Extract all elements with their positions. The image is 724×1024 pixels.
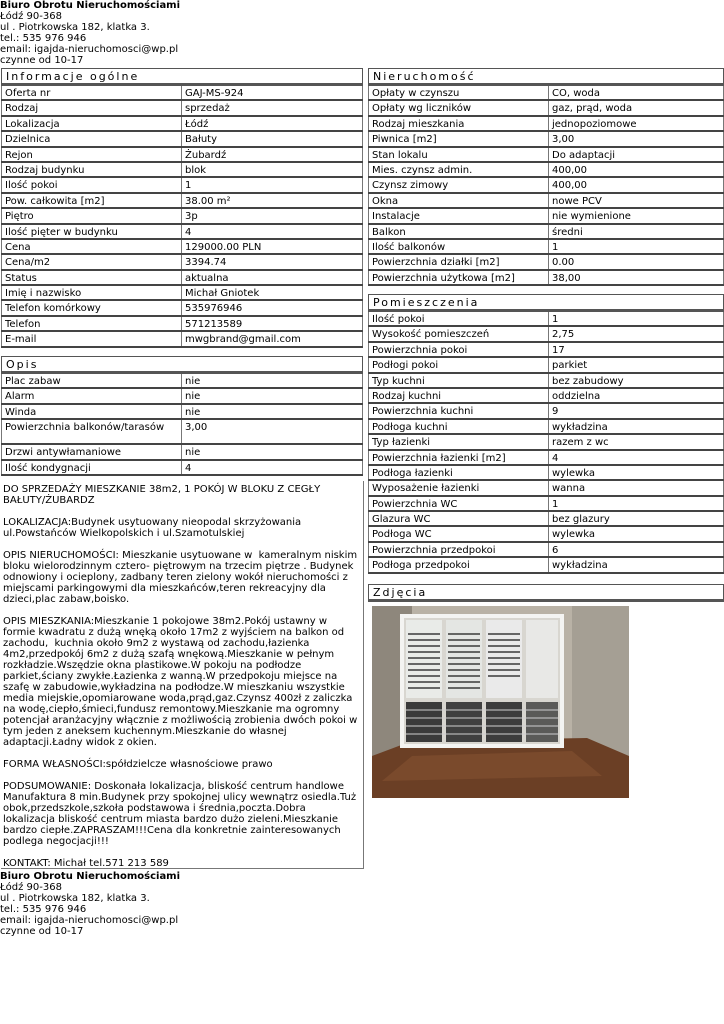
row-label: Pow. całkowita [m2] <box>1 194 182 207</box>
agency-header-top <box>0 0 300 66</box>
room-image <box>372 606 629 798</box>
row-label: Piwnica [m2] <box>368 132 549 145</box>
row-label: Powierzchnia pokoi <box>368 343 549 356</box>
row-value: razem z wc <box>549 435 724 448</box>
agency-phone: tel.: 535 976 946 <box>0 904 87 915</box>
row-label: Wyposażenie łazienki <box>368 481 549 494</box>
table-row <box>1 389 363 404</box>
agency-hours: czynne od 10-17 <box>0 926 84 937</box>
row-label: Imię i nazwisko <box>1 286 182 299</box>
row-label: Ilość pokoi <box>368 312 549 325</box>
row-value: parkiet <box>549 358 724 371</box>
row-label: Piętro <box>1 209 182 222</box>
agency-email: email: igajda-nieruchomosci@wp.pl <box>0 44 179 55</box>
row-value: wykładzina <box>549 558 724 571</box>
table-row <box>1 286 363 301</box>
row-label: Telefon <box>1 317 182 330</box>
section-title-rooms: Pomieszczenia <box>368 294 724 312</box>
row-value: średni <box>549 225 724 238</box>
row-label: Ilość kondygnacji <box>1 461 182 474</box>
row-value: jednopoziomowe <box>549 117 724 130</box>
property-table <box>368 86 724 286</box>
row-value: 4 <box>182 225 363 238</box>
row-label: Drzwi antywłamaniowe <box>1 445 182 458</box>
row-label: Dzielnica <box>1 132 182 145</box>
table-row <box>1 405 363 420</box>
row-value: bez zabudowy <box>549 374 724 387</box>
row-label: Status <box>1 271 182 284</box>
table-row <box>1 420 363 445</box>
table-row <box>1 317 363 332</box>
row-label: Czynsz zimowy <box>368 178 549 191</box>
section-title-general: Informacje ogólne <box>1 68 363 86</box>
row-label: Balkon <box>368 225 549 238</box>
row-value: sprzedaż <box>182 101 363 114</box>
row-label: Okna <box>368 194 549 207</box>
row-value: 535976946 <box>182 301 363 314</box>
row-value: wykładzina <box>549 420 724 433</box>
table-row <box>1 271 363 286</box>
row-label: Rodzaj budynku <box>1 163 182 176</box>
table-row <box>368 343 724 358</box>
table-row <box>368 358 724 373</box>
table-row <box>1 148 363 163</box>
agency-email: email: igajda-nieruchomosci@wp.pl <box>0 915 179 926</box>
table-row <box>368 225 724 240</box>
row-label: Podłoga WC <box>368 527 549 540</box>
general-info-table <box>1 86 363 348</box>
agency-name: Biuro Obrotu Nieruchomościami <box>0 0 181 11</box>
row-value: 3p <box>182 209 363 222</box>
row-value: aktualna <box>182 271 363 284</box>
row-value: 571213589 <box>182 317 363 330</box>
table-row <box>368 389 724 404</box>
row-label: Powierzchnia łazienki [m2] <box>368 451 549 464</box>
row-label: Powierzchnia WC <box>368 497 549 510</box>
row-value: Łódź <box>182 117 363 130</box>
agency-header-bottom <box>0 871 300 937</box>
table-row <box>1 445 363 460</box>
row-value: nie wymienione <box>549 209 724 222</box>
general-info-section <box>1 68 363 348</box>
table-row <box>368 209 724 224</box>
row-label: Cena <box>1 240 182 253</box>
table-row <box>1 301 363 316</box>
row-value: 4 <box>549 451 724 464</box>
row-label: Powierzchnia przedpokoi <box>368 543 549 556</box>
row-value: Michał Gniotek <box>182 286 363 299</box>
table-row <box>1 332 363 347</box>
row-value: 400,00 <box>549 163 724 176</box>
row-value: CO, woda <box>549 86 724 99</box>
row-value: 4 <box>182 461 363 474</box>
row-value: 129000.00 PLN <box>182 240 363 253</box>
table-row <box>368 101 724 116</box>
row-value: 9 <box>549 404 724 417</box>
rooms-section <box>368 294 724 574</box>
opis-section <box>1 356 363 476</box>
row-value: 6 <box>549 543 724 556</box>
table-row <box>1 225 363 240</box>
row-label: Alarm <box>1 389 182 402</box>
row-value: Bałuty <box>182 132 363 145</box>
row-label: Ilość pokoi <box>1 178 182 191</box>
row-label: Cena/m2 <box>1 255 182 268</box>
description-text: DO SPRZEDAŻY MIESZKANIE 38m2, 1 POKÓJ W BLOKU Z CEGŁY BAŁUTY/ŻUBARDZ LOKALIZACJA:Budynek usytuowany nieopodal skrzyżowania ul.Powstańców Wielkopolskich i ul.Szamotulskiej OPIS NIERUCHOMOŚCI: Mieszkanie usytuowane w kameralnym niskim bloku wielorodzinnym cztero- piętrowym na trzecim piętrze . Budynek odnowiony i ocieplony, zadbany teren zielony wokół nieruchomości z miejscami parkingowymi dla mieszkańców,teren rekreacyjny dla dzieci,plac zabaw,boisko. OPIS MIESZKANIA:Mieszkanie 1 pokojowe 38m2.Pokój ustawny w formie kwadratu z dużą wnęką około 17m2 z wyjściem na balkon od zachodu, kuchnia około 9m2 z wystawą od zachodu,łazienka 4m2,przedpokój 6m2 z dużą szafą wnękową.Mieszkanie w pełnym rozkładzie.Wszędzie okna plastikowe.W pokoju na podłodze parkiet,ściany zwykłe.Łazienka z wanną.W przedpokoju miejsce na szafę w zabudowie,wykładzina na podłodze.W mieszkaniu wszystkie media miejskie,opomiarowane woda,prąd,gaz.Czynsz 400zł z zaliczka na wodę,ciepło,śmieci,fundusz remontowy.Mieszkanie ma ogromny potencjał aranżacyjny włącznie z możliwością zrobienia dwóch pokoi w tym jeden z aneksem kuchennym.Mieszkanie do własnej adaptacji.Ładny widok z okien. FORMA WŁASNOŚCI:spółdzielcze własnościowe prawo PODSUMOWANIE: Doskonała lokalizacja, bliskość centrum handlowe Manufaktura 8 min.Budynek przy spokojnej ulicy wewnątrz osiedla.Tuż obok,przedszkole,szkoła podstawowa i średnia,poczta.Dobra lokalizacja bliskość centrum miasta bardzo dużo zieleni.Mieszkanie bardzo ciepłe.ZAPRASZAM!!!Cena dla konkretnie zainteresowanych podlega negocjacji!!! KONTAKT: Michał tel.571 213 589 <box>3 484 358 869</box>
table-row <box>368 512 724 527</box>
section-title-property: Nieruchomość <box>368 68 724 86</box>
table-row <box>368 117 724 132</box>
table-row <box>368 451 724 466</box>
table-row <box>368 558 724 573</box>
table-row <box>1 461 363 476</box>
row-label: Rodzaj kuchni <box>368 389 549 402</box>
row-label: Typ kuchni <box>368 374 549 387</box>
row-value: 17 <box>549 343 724 356</box>
table-row <box>1 194 363 209</box>
row-label: Glazura WC <box>368 512 549 525</box>
row-label: Powierzchnia użytkowa [m2] <box>368 271 549 284</box>
row-value: wanna <box>549 481 724 494</box>
row-label: Wysokość pomieszczeń <box>368 327 549 340</box>
table-row <box>368 466 724 481</box>
table-row <box>1 163 363 178</box>
table-row <box>368 255 724 270</box>
row-label: Plac zabaw <box>1 374 182 387</box>
row-value: 38.00 m² <box>182 194 363 207</box>
table-row <box>1 374 363 389</box>
row-value: blok <box>182 163 363 176</box>
row-label: Opłaty w czynszu <box>368 86 549 99</box>
table-row <box>1 178 363 193</box>
row-label: Instalacje <box>368 209 549 222</box>
row-label: Ilość pięter w budynku <box>1 225 182 238</box>
row-label: E-mail <box>1 332 182 345</box>
table-row <box>368 148 724 163</box>
row-label: Powierzchnia działki [m2] <box>368 255 549 268</box>
row-value: mwgbrand@gmail.com <box>182 332 363 345</box>
table-row <box>368 312 724 327</box>
row-label: Opłaty wg liczników <box>368 101 549 114</box>
row-label: Podłoga przedpokoi <box>368 558 549 571</box>
agency-city: Łódź 90-368 <box>0 882 62 893</box>
agency-phone: tel.: 535 976 946 <box>0 33 87 44</box>
row-label: Podłoga kuchni <box>368 420 549 433</box>
row-value: 1 <box>549 240 724 253</box>
table-row <box>368 178 724 193</box>
row-value: nowe PCV <box>549 194 724 207</box>
row-value: 3,00 <box>182 420 363 443</box>
row-value: nie <box>182 389 363 402</box>
row-value: Żubardź <box>182 148 363 161</box>
row-label: Powierzchnia balkonów/tarasów <box>1 420 182 443</box>
row-value: 1 <box>549 497 724 510</box>
row-value: 3,00 <box>549 132 724 145</box>
table-row <box>368 374 724 389</box>
table-row <box>368 86 724 101</box>
table-row <box>368 240 724 255</box>
row-label: Winda <box>1 405 182 418</box>
row-value: nie <box>182 405 363 418</box>
table-row <box>1 240 363 255</box>
table-row <box>368 327 724 342</box>
row-value: nie <box>182 445 363 458</box>
table-row <box>368 527 724 542</box>
apartment-photo[interactable] <box>372 606 629 798</box>
property-section <box>368 68 724 286</box>
agency-name: Biuro Obrotu Nieruchomościami <box>0 871 181 882</box>
row-value: 38,00 <box>549 271 724 284</box>
row-label: Mies. czynsz admin. <box>368 163 549 176</box>
row-value: wylewka <box>549 527 724 540</box>
table-row <box>1 255 363 270</box>
row-value: Do adaptacji <box>549 148 724 161</box>
row-label: Telefon komórkowy <box>1 301 182 314</box>
table-row <box>1 209 363 224</box>
table-row <box>368 194 724 209</box>
row-value: nie <box>182 374 363 387</box>
table-row <box>368 435 724 450</box>
row-value: 0.00 <box>549 255 724 268</box>
table-row <box>368 404 724 419</box>
row-label: Rejon <box>1 148 182 161</box>
table-row <box>368 132 724 147</box>
table-row <box>1 101 363 116</box>
photos-section <box>368 584 724 602</box>
row-label: Ilość balkonów <box>368 240 549 253</box>
agency-address: ul . Piotrkowska 182, klatka 3. <box>0 22 150 33</box>
row-label: Typ łazienki <box>368 435 549 448</box>
row-value: 2,75 <box>549 327 724 340</box>
agency-hours: czynne od 10-17 <box>0 55 84 66</box>
row-value: wylewka <box>549 466 724 479</box>
table-row <box>368 271 724 286</box>
row-label: Rodzaj mieszkania <box>368 117 549 130</box>
table-row <box>368 163 724 178</box>
section-title-photos: Zdjęcia <box>368 584 724 602</box>
row-label: Oferta nr <box>1 86 182 99</box>
row-value: 1 <box>182 178 363 191</box>
agency-city: Łódź 90-368 <box>0 11 62 22</box>
table-row <box>1 117 363 132</box>
row-value: GAJ-MS-924 <box>182 86 363 99</box>
table-row <box>368 420 724 435</box>
opis-table <box>1 374 363 476</box>
row-label: Powierzchnia kuchni <box>368 404 549 417</box>
table-row <box>368 497 724 512</box>
agency-address: ul . Piotrkowska 182, klatka 3. <box>0 893 150 904</box>
row-label: Podłoga łazienki <box>368 466 549 479</box>
row-label: Rodzaj <box>1 101 182 114</box>
row-value: bez glazury <box>549 512 724 525</box>
row-value: 1 <box>549 312 724 325</box>
row-value: 400,00 <box>549 178 724 191</box>
row-label: Podłogi pokoi <box>368 358 549 371</box>
row-value: 3394.74 <box>182 255 363 268</box>
table-row <box>368 543 724 558</box>
row-label: Stan lokalu <box>368 148 549 161</box>
row-value: oddzielna <box>549 389 724 402</box>
table-row <box>368 481 724 496</box>
table-row <box>1 132 363 147</box>
section-title-opis: Opis <box>1 356 363 374</box>
row-label: Lokalizacja <box>1 117 182 130</box>
rooms-table <box>368 312 724 574</box>
table-row <box>1 86 363 101</box>
row-value: gaz, prąd, woda <box>549 101 724 114</box>
